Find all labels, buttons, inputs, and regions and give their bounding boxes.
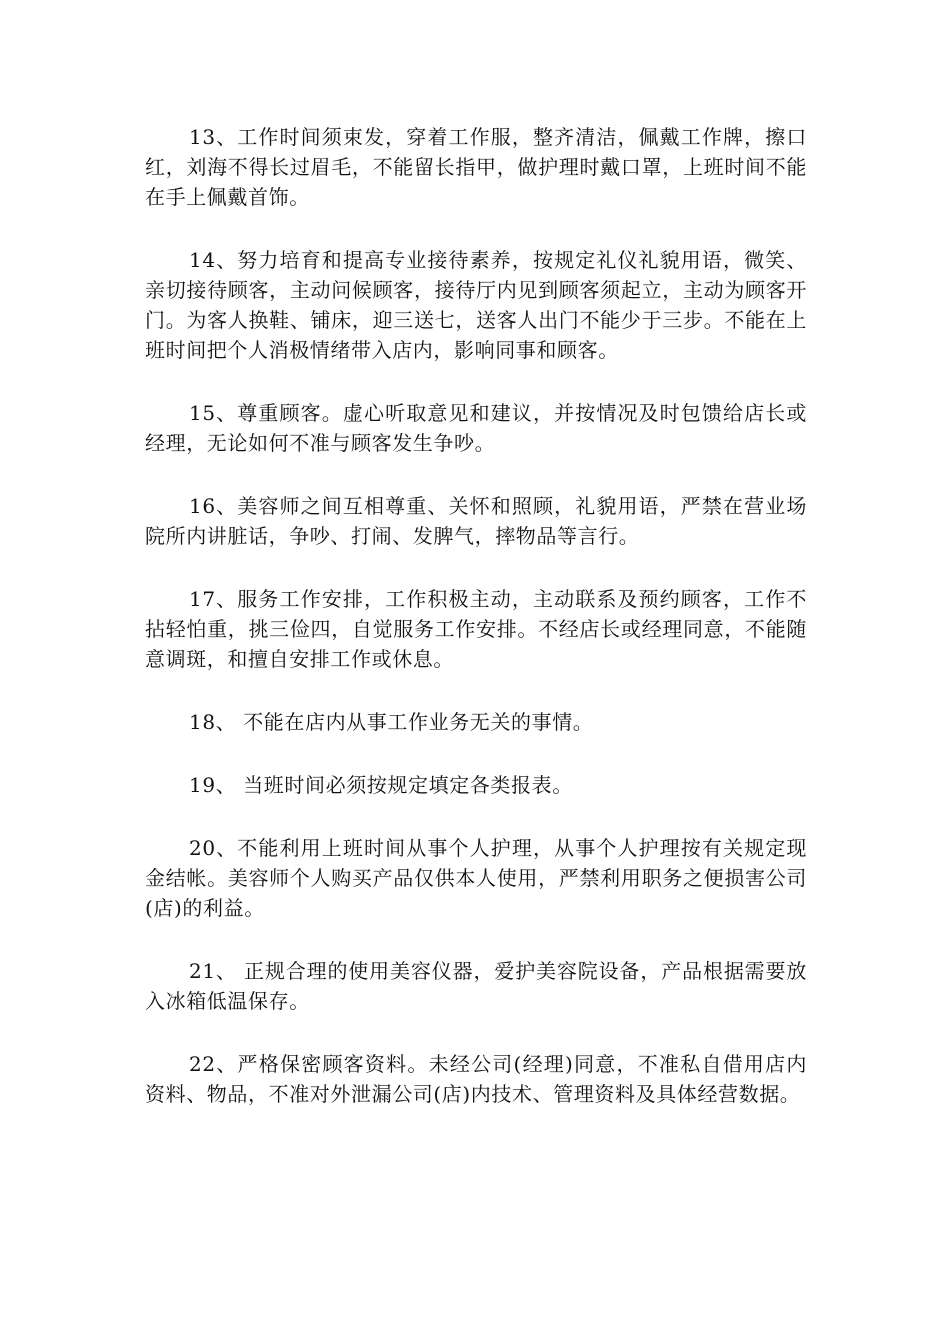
rule-paragraph-19: 19、 当班时间必须按规定填定各类报表。 — [189, 773, 573, 797]
rule-paragraph-13: 13、工作时间须束发，穿着工作服，整齐清洁，佩戴工作牌，擦口红，刘海不得长过眉毛，不能留长指甲，做护理时戴口罩，上班时间不能在手上佩戴首饰。 — [145, 125, 807, 209]
rule-paragraph-15: 15、尊重顾客。虚心听取意见和建议，并按情况及时包馈给店长或经理，无论如何不准与顾客发生争吵。 — [145, 401, 807, 455]
rule-paragraph-16: 16、美容师之间互相尊重、关怀和照顾，礼貌用语，严禁在营业场院所内讲脏话，争吵、打闹、发脾气，摔物品等言行。 — [145, 494, 807, 548]
rule-paragraph-20: 20、不能利用上班时间从事个人护理，从事个人护理按有关规定现金结帐。美容师个人购买产品仅供本人使用，严禁利用职务之便损害公司(店)的利益。 — [145, 836, 807, 920]
rule-paragraph-22: 22、严格保密顾客资料。未经公司(经理)同意，不准私自借用店内资料、物品，不准对外泄漏公司(店)内技术、管理资料及具体经营数据。 — [145, 1052, 807, 1106]
rule-paragraph-17: 17、服务工作安排，工作积极主动，主动联系及预约顾客，工作不拈轻怕重，挑三俭四，自觉服务工作安排。不经店长或经理同意，不能随意调斑，和擅自安排工作或休息。 — [145, 587, 807, 671]
rule-paragraph-18: 18、 不能在店内从事工作业务无关的事情。 — [189, 710, 594, 734]
rule-paragraph-14: 14、努力培育和提高专业接待素养，按规定礼仪礼貌用语，微笑、亲切接待顾客，主动问候顾客，接待厅内见到顾客须起立，主动为顾客开门。为客人换鞋、铺床，迎三送七，送客人出门不能少于三步。不能在上班时间把个人消极情绪带入店内，影响同事和顾客。 — [145, 248, 807, 362]
document-body — [145, 122, 807, 1142]
rule-paragraph-21: 21、 正规合理的使用美容仪器，爱护美容院设备，产品根据需要放入冰箱低温保存。 — [145, 959, 807, 1013]
